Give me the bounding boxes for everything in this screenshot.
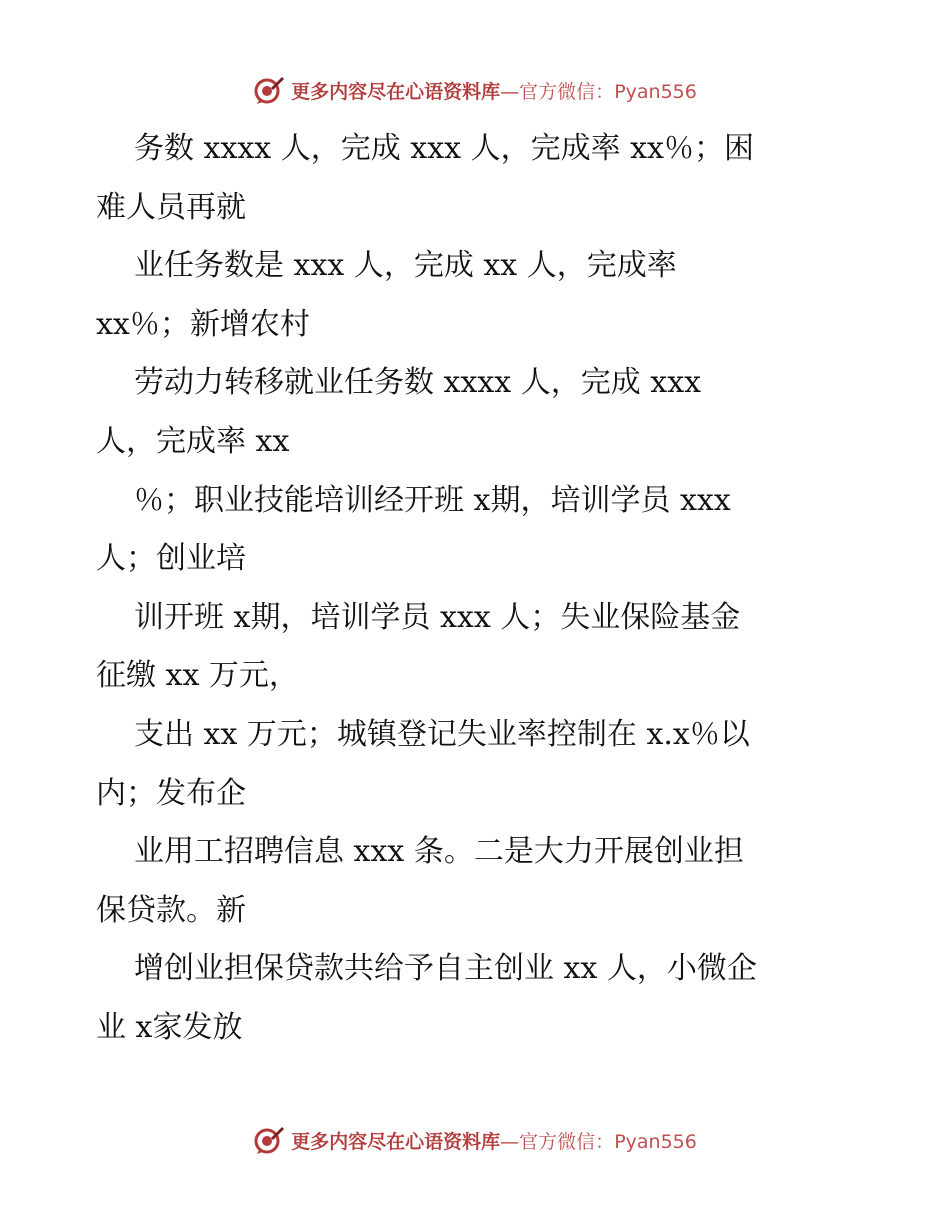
header-watermark-text (291, 77, 697, 104)
footer-wechat-id: Pyan556 (614, 1130, 697, 1153)
footer-watermark (0, 1120, 950, 1160)
body-line: 劳动力转移就业任务数 xxxx 人，完成 xxx (134, 365, 702, 401)
body-line: 人，完成率 xx (96, 423, 290, 459)
body-line: 支出 xx 万元；城镇登记失业率控制在 x.x％以 (134, 716, 750, 752)
body-line: 增创业担保贷款共给予自主创业 xx 人，小微企 (134, 951, 757, 987)
body-line: 人；创业培 (96, 541, 246, 577)
header-wechat-label: 官方微信： (519, 80, 615, 103)
footer-wechat-label: 官方微信： (519, 1130, 615, 1153)
body-line: 保贷款。新 (96, 892, 246, 928)
body-line: 务数 xxxx 人，完成 xxx 人，完成率 xx％；困 (134, 131, 754, 166)
body-line: 业任务数是 xxx 人，完成 xx 人，完成率 (134, 248, 677, 284)
body-line: xx％；新增农村 (96, 306, 310, 342)
body-line: 业用工招聘信息 xxx 条。二是大力开展创业担 (134, 834, 744, 870)
brush-logo-icon (253, 1124, 285, 1156)
footer-separator: — (500, 1130, 520, 1153)
body-line: 业 x家发放 (96, 1009, 243, 1045)
document-body (96, 120, 866, 1058)
header-wechat-id: Pyan556 (614, 80, 697, 103)
header-separator: — (500, 80, 520, 103)
header-site-text: 更多内容尽在心语资料库 (291, 80, 501, 103)
body-line: 难人员再就 (96, 189, 246, 225)
body-line: 征缴 xx 万元， (96, 658, 299, 694)
header-watermark (0, 70, 950, 110)
footer-watermark-text (291, 1127, 697, 1154)
body-line: 内；发布企 (96, 775, 246, 811)
footer-site-text: 更多内容尽在心语资料库 (291, 1130, 501, 1153)
body-line: 训开班 x期，培训学员 xxx 人；失业保险基金 (134, 599, 741, 635)
brush-logo-icon (253, 74, 285, 106)
body-line: ％；职业技能培训经开班 x期，培训学员 xxx (134, 482, 731, 518)
